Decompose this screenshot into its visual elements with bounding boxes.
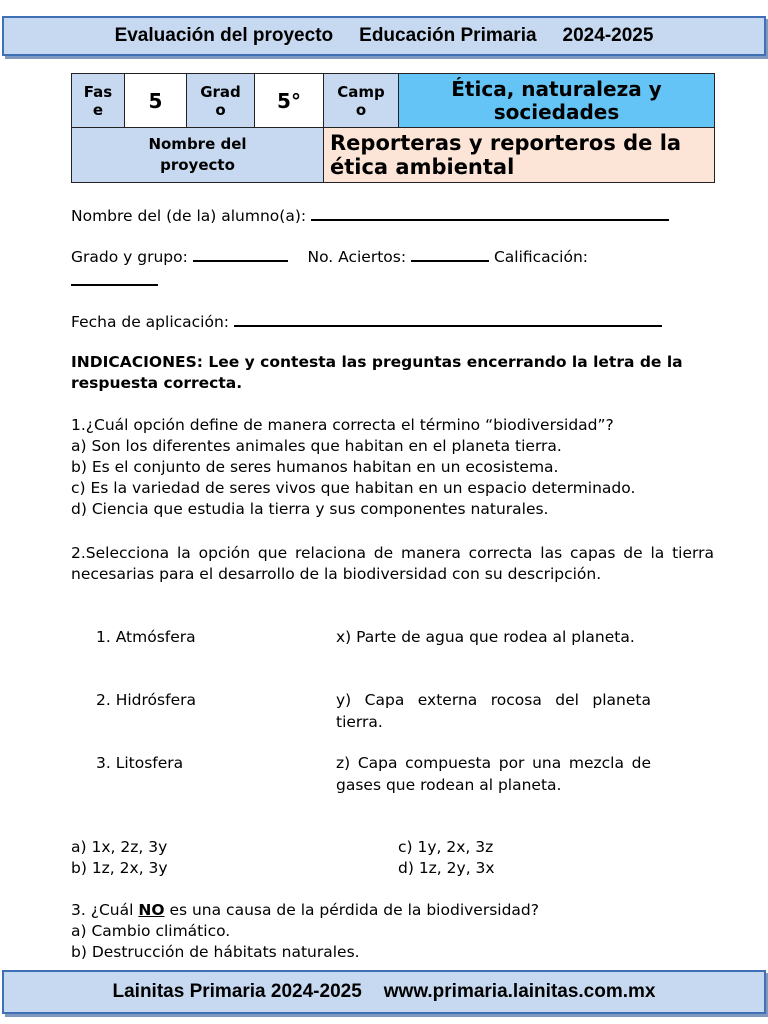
project-info-table [71, 73, 715, 183]
question-1-option-d[interactable]: d) Ciencia que estudia la tierra y sus componentes naturales. [71, 500, 549, 518]
question-3-prefix: 3. ¿Cuál [71, 901, 134, 919]
student-name-label: Nombre del (de la) alumno(a): [71, 207, 307, 225]
footer-banner [2, 970, 766, 1014]
header-banner [2, 16, 766, 56]
project-name-value: Reporteras y reporteros de la ética ambiental [324, 128, 715, 183]
aciertos-line[interactable] [411, 246, 489, 262]
description-y: y) Capa externa rocosa del planeta tierra. [336, 691, 651, 731]
calificacion-label: Calificación: [493, 248, 589, 266]
question-1-option-a[interactable]: a) Son los diferentes animales que habitan en el planeta tierra. [71, 437, 562, 455]
question-2-option-b[interactable]: b) 1z, 2x, 3y [71, 859, 168, 877]
question-3-suffix: es una causa de la pérdida de la biodiversidad? [169, 901, 539, 919]
header-title: Evaluación del proyecto [114, 25, 334, 46]
student-name-field [71, 205, 714, 227]
date-line[interactable] [234, 311, 662, 327]
date-label: Fecha de aplicación: [71, 313, 230, 331]
question-3-text [71, 900, 714, 921]
grado-label: Grad o [187, 74, 255, 128]
grade-group-row [71, 246, 714, 268]
layer-1: 1. Atmósfera [96, 628, 196, 646]
question-3-option-b[interactable]: b) Destrucción de hábitats naturales. [71, 943, 360, 961]
aciertos-label: No. Aciertos: [307, 248, 407, 266]
fase-label: Fas e [72, 74, 125, 128]
grade-group-label: Grado y grupo: [71, 248, 188, 266]
grade-group-line[interactable] [193, 246, 288, 262]
campo-label: Camp o [324, 74, 399, 128]
question-3-option-a[interactable]: a) Cambio climático. [71, 922, 231, 940]
question-2-option-a[interactable]: a) 1x, 2z, 3y [71, 838, 168, 856]
question-2-option-d[interactable]: d) 1z, 2y, 3x [398, 859, 495, 877]
question-2-text: 2.Selecciona la opción que relaciona de manera correcta las capas de la tierra necesarias para el desarrollo de la biodiversidad con su descripción. [71, 544, 714, 583]
campo-value: Ética, naturaleza y sociedades [399, 74, 715, 128]
description-z: z) Capa compuesta por una mezcla de gases que rodean al planeta. [336, 754, 651, 794]
layer-2: 2. Hidrósfera [96, 691, 196, 709]
instructions: INDICACIONES: Lee y contesta las preguntas encerrando la letra de la respuesta correcta. [71, 353, 683, 392]
date-field [71, 311, 714, 333]
calificacion-line[interactable] [71, 270, 158, 286]
question-2-option-c[interactable]: c) 1y, 2x, 3z [398, 838, 494, 856]
description-x: x) Parte de agua que rodea al planeta. [336, 628, 635, 646]
question-3 [71, 900, 714, 963]
footer-url[interactable]: www.primaria.lainitas.com.mx [383, 981, 656, 1002]
question-1-text: 1.¿Cuál opción define de manera correcta el término “biodiversidad”? [71, 416, 614, 434]
grado-value: 5° [255, 74, 324, 128]
layer-3: 3. Litosfera [96, 754, 184, 772]
calificacion-line-row [71, 270, 714, 292]
question-1-option-c[interactable]: c) Es la variedad de seres vivos que habitan en un espacio determinado. [71, 479, 636, 497]
header-level: Educación Primaria [359, 25, 537, 46]
question-1-option-b[interactable]: b) Es el conjunto de seres humanos habitan en un ecosistema. [71, 458, 559, 476]
footer-site-name: Lainitas Primaria 2024-2025 [112, 981, 362, 1002]
question-1 [71, 415, 714, 520]
header-year: 2024-2025 [562, 25, 654, 46]
student-name-line[interactable] [311, 205, 669, 221]
fase-value: 5 [125, 74, 187, 128]
project-name-label: Nombre del proyecto [72, 128, 324, 183]
question-3-emphasis: NO [138, 901, 165, 919]
